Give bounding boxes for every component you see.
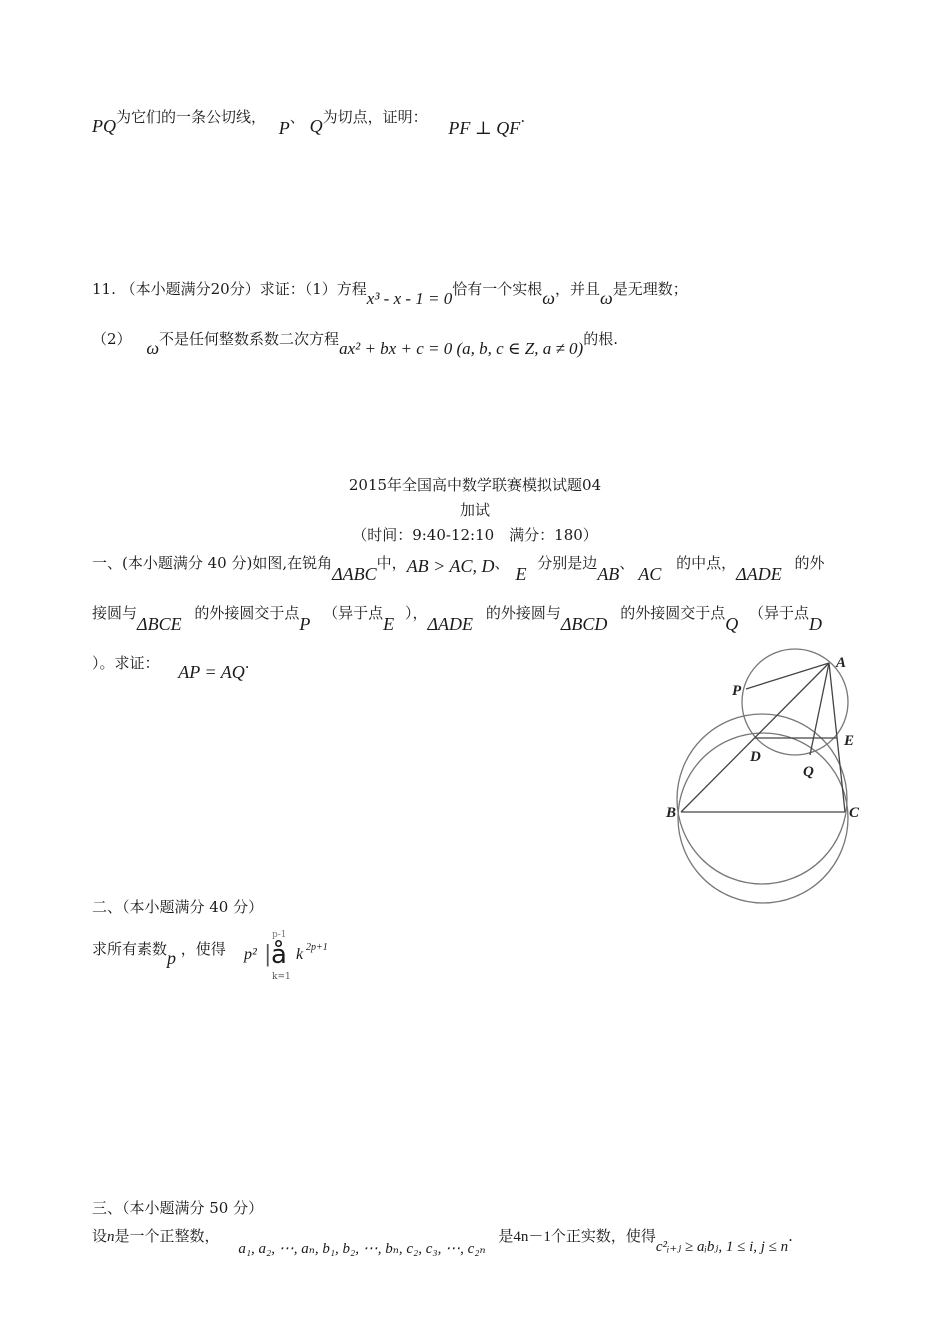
- text: 设: [92, 1227, 108, 1245]
- text: 是一个正整数，: [114, 1227, 220, 1245]
- text: ，并且: [555, 280, 601, 298]
- text: 是: [498, 1227, 514, 1245]
- sum-exponent: 2p+1: [306, 942, 328, 953]
- text: .: [244, 654, 250, 672]
- omega: ω: [146, 338, 160, 358]
- exam-time: （时间：9:40-12:10 满分：180）: [352, 526, 598, 544]
- point-p: P: [299, 614, 311, 634]
- circle-bce: [677, 714, 847, 884]
- q3-heading: 三、（本小题满分 50 分）: [92, 1199, 264, 1217]
- label-p: P: [732, 683, 742, 699]
- text: 、: [494, 554, 510, 572]
- point-q: Q: [725, 614, 739, 634]
- label-e: E: [844, 733, 855, 749]
- q1-line2: [92, 600, 822, 634]
- text: 的外接圆交于点: [194, 604, 300, 622]
- text: .: [788, 1227, 793, 1245]
- triangle-abc: ΔABC: [332, 564, 377, 584]
- text: 的中点，: [676, 554, 737, 572]
- top-line: [92, 104, 526, 138]
- q2-heading: 二、（本小题满分 40 分）: [92, 898, 264, 916]
- point-p: P: [278, 118, 290, 138]
- text: 为它们的一条公切线，: [116, 108, 267, 126]
- q1-line3: [92, 650, 250, 682]
- omega: ω: [600, 288, 613, 308]
- text: （异于点: [748, 604, 809, 622]
- text: .: [520, 108, 526, 126]
- sum-expression: [244, 930, 364, 984]
- point-q: Q: [309, 116, 323, 136]
- text: 中，: [376, 554, 407, 572]
- text: 的外: [794, 554, 825, 572]
- text: 、: [289, 108, 305, 126]
- geometry-figure: [660, 645, 880, 905]
- triangle-bce: ΔBCE: [137, 614, 182, 634]
- text: （异于点: [323, 604, 384, 622]
- label-b: B: [666, 805, 677, 821]
- label-q: Q: [803, 764, 814, 780]
- condition: AB > AC, D: [406, 556, 495, 576]
- text: 的根.: [583, 330, 618, 348]
- sum-lower: k=1: [272, 972, 291, 982]
- exam-subtitle: 加试: [459, 501, 490, 519]
- exam-title: 2015年全国高中数学联赛模拟试题04: [348, 476, 602, 494]
- circle-bcd: [678, 733, 848, 903]
- point-e: E: [383, 614, 395, 634]
- text: 一、(本小题满分 40 分)如图,在锐角: [92, 554, 333, 572]
- text: 恰有一个实根: [452, 280, 543, 298]
- side-ab: AB: [597, 564, 620, 584]
- equation: x³ - x - 1 = 0: [366, 289, 453, 308]
- point-d: D: [809, 614, 822, 634]
- side-ac: AC: [638, 564, 662, 584]
- text: 是无理数；: [612, 280, 688, 298]
- quadratic-equation: ax² + bx + c = 0 (a, b, c ∈ Z, a ≠ 0): [339, 339, 584, 358]
- text: 求所有素数: [92, 940, 168, 958]
- problem-11-line1: [92, 276, 688, 308]
- problem-number: 11.: [92, 280, 116, 298]
- label-d: D: [750, 749, 761, 765]
- conclusion: PF ⊥ QF: [448, 118, 521, 138]
- q3-line: [92, 1226, 793, 1257]
- inequality: c²ᵢ₊ⱼ ≥ aᵢbⱼ, 1 ≤ i, j ≤ n: [655, 1239, 789, 1255]
- segment-pq: PQ: [92, 116, 116, 136]
- text: 的外接圆与: [485, 604, 561, 622]
- q2-line: [92, 936, 226, 968]
- text: （本小题满分20分）求证：（1）方程: [120, 280, 367, 298]
- triangle-ade: ΔADE: [736, 564, 782, 584]
- sum-upper: p-1: [272, 930, 287, 940]
- conclusion: AP = AQ: [178, 662, 245, 682]
- triangle-ade: ΔADE: [427, 614, 474, 634]
- problem-11-line2: [92, 326, 618, 358]
- sum-term: k: [296, 946, 304, 963]
- text: ，使得: [180, 940, 226, 958]
- divides-bar: |: [264, 942, 272, 967]
- text: ），: [404, 604, 428, 622]
- text: 不是任何整数系数二次方程: [159, 330, 340, 348]
- count: 4n－1: [513, 1229, 551, 1245]
- text: ）。求证：: [92, 654, 160, 672]
- label-a: A: [836, 655, 847, 671]
- triangle-bcd: ΔBCD: [560, 614, 608, 634]
- p-squared: p²: [244, 946, 257, 963]
- text: 为切点，证明：: [322, 108, 428, 126]
- text: 接圆与: [92, 604, 138, 622]
- q1-line1: [92, 550, 825, 584]
- text: 、: [619, 554, 635, 572]
- sigma-symbol: å: [271, 940, 287, 970]
- sequence: a₁, a₂, ⋯, aₙ, b₁, b₂, ⋯, bₙ, c₂, c₃, ⋯, c₂ₙ: [238, 1241, 486, 1257]
- text: 的外接圆交于点: [620, 604, 726, 622]
- text: （2）: [92, 330, 132, 348]
- var-n: n: [107, 1229, 115, 1245]
- text: 分别是边: [537, 554, 598, 572]
- label-c: C: [849, 805, 860, 821]
- point-e: E: [515, 564, 527, 584]
- omega: ω: [542, 288, 555, 308]
- prime-p: p: [167, 948, 177, 968]
- segment-aq: [810, 663, 829, 755]
- text: 个正实数，使得: [550, 1227, 656, 1245]
